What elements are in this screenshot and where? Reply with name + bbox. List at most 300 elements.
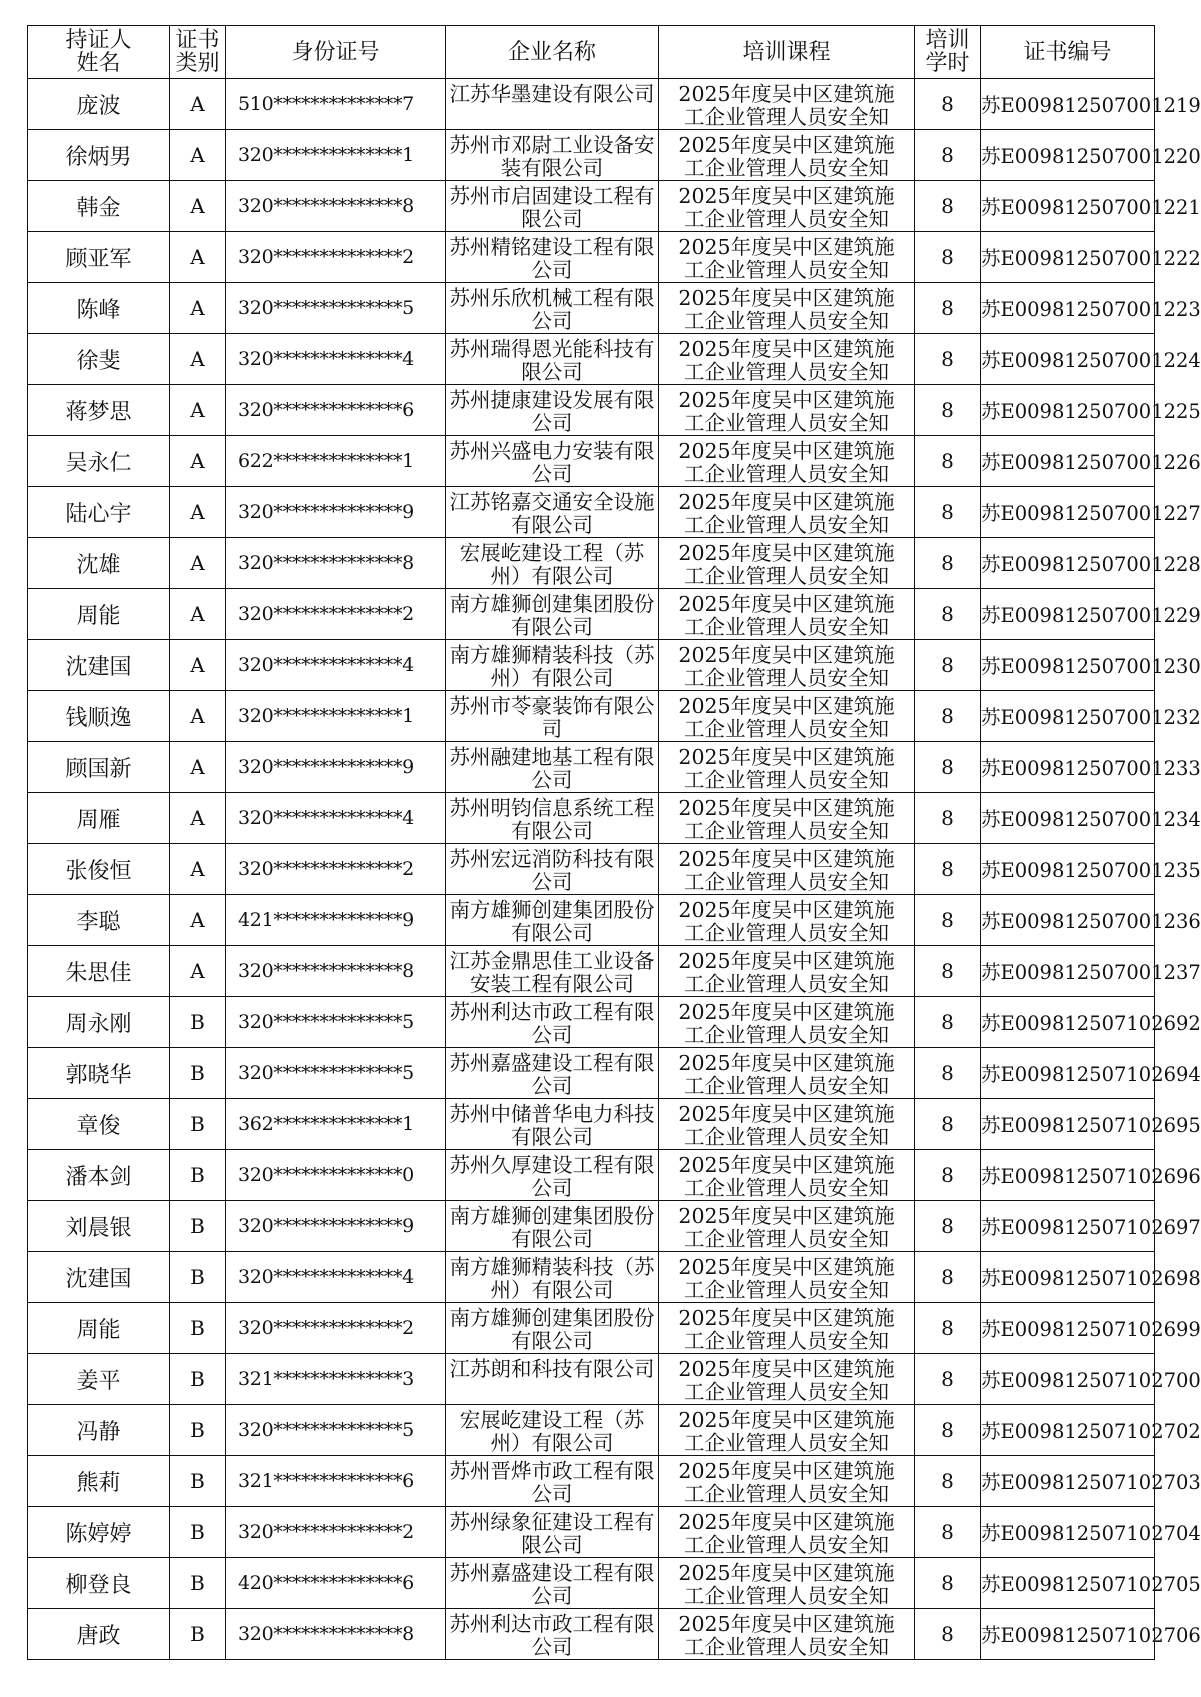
- category-cell: B: [170, 1507, 226, 1558]
- certificate-table: [27, 25, 1201, 1660]
- company-cell: [446, 181, 659, 232]
- cert-no-cell: 苏E009812507102699: [981, 1303, 1155, 1354]
- category-cell: B: [170, 1609, 226, 1660]
- category-cell: A: [170, 130, 226, 181]
- company-cell-text: 苏州市苓豪装饰有限公司: [449, 693, 655, 741]
- course-cell-text: 2025年度吴中区建筑施工企业管理人员安全知: [678, 642, 895, 690]
- id-number-cell: 320**************4: [226, 640, 446, 691]
- category-cell: B: [170, 1303, 226, 1354]
- holder-name-cell: 沈雄: [28, 538, 170, 589]
- category-cell: B: [170, 1354, 226, 1405]
- id-number-cell: 320**************2: [226, 232, 446, 283]
- id-number-cell: 320**************1: [226, 130, 446, 181]
- course-cell-text: 2025年度吴中区建筑施工企业管理人员安全知: [678, 1203, 895, 1251]
- table-row: [28, 487, 1155, 538]
- hours-cell: 8: [915, 844, 981, 895]
- hours-cell: 8: [915, 742, 981, 793]
- course-cell-text: 2025年度吴中区建筑施工企业管理人员安全知: [678, 285, 895, 333]
- cert-no-cell: 苏E009812507001235: [981, 844, 1155, 895]
- category-cell: A: [170, 895, 226, 946]
- company-cell: [446, 997, 659, 1048]
- id-number-cell: 320**************6: [226, 385, 446, 436]
- table-row: [28, 436, 1155, 487]
- hours-cell: 8: [915, 1303, 981, 1354]
- cert-no-cell: 苏E009812507001232: [981, 691, 1155, 742]
- table-row: [28, 1354, 1155, 1405]
- course-cell: [659, 1303, 915, 1354]
- category-cell: A: [170, 589, 226, 640]
- category-cell: A: [170, 385, 226, 436]
- table-row: [28, 1405, 1155, 1456]
- hours-cell: 8: [915, 589, 981, 640]
- id-number-cell: 320**************5: [226, 1405, 446, 1456]
- header-holder-name: 持证人 姓名: [28, 26, 170, 79]
- category-cell: A: [170, 742, 226, 793]
- table-row: [28, 1507, 1155, 1558]
- hours-cell: 8: [915, 1609, 981, 1660]
- table-row: [28, 589, 1155, 640]
- cert-no-cell: 苏E009812507001223: [981, 283, 1155, 334]
- cert-no-cell: 苏E009812507102706: [981, 1609, 1155, 1660]
- id-number-cell: 321**************6: [226, 1456, 446, 1507]
- course-cell-text: 2025年度吴中区建筑施工企业管理人员安全知: [678, 795, 895, 843]
- table-row: [28, 1303, 1155, 1354]
- table-row: [28, 895, 1155, 946]
- cert-no-cell: 苏E009812507001229: [981, 589, 1155, 640]
- id-number-cell: 320**************4: [226, 1252, 446, 1303]
- course-cell: [659, 640, 915, 691]
- company-cell-text: 南方雄狮创建集团股份有限公司: [449, 1305, 655, 1353]
- category-cell: B: [170, 1150, 226, 1201]
- category-cell: A: [170, 640, 226, 691]
- category-cell: A: [170, 487, 226, 538]
- course-cell-text: 2025年度吴中区建筑施工企业管理人员安全知: [678, 693, 895, 741]
- category-cell: A: [170, 691, 226, 742]
- course-cell-text: 2025年度吴中区建筑施工企业管理人员安全知: [678, 234, 895, 282]
- company-cell-text: 南方雄狮精装科技（苏州）有限公司: [449, 1254, 655, 1302]
- course-cell-text: 2025年度吴中区建筑施工企业管理人员安全知: [678, 336, 895, 384]
- company-cell-text: 南方雄狮创建集团股份有限公司: [449, 897, 655, 945]
- hours-cell: 8: [915, 283, 981, 334]
- company-cell: [446, 1099, 659, 1150]
- cert-no-cell: 苏E009812507001233: [981, 742, 1155, 793]
- id-number-cell: 320**************8: [226, 946, 446, 997]
- course-cell: [659, 487, 915, 538]
- id-number-cell: 320**************4: [226, 793, 446, 844]
- course-cell: [659, 181, 915, 232]
- course-cell: [659, 1252, 915, 1303]
- holder-name-cell: 郭晓华: [28, 1048, 170, 1099]
- cert-no-cell: 苏E009812507001230: [981, 640, 1155, 691]
- category-cell: A: [170, 436, 226, 487]
- cert-no-cell: 苏E009812507102703: [981, 1456, 1155, 1507]
- course-cell: [659, 232, 915, 283]
- company-cell-text: 苏州利达市政工程有限公司: [449, 1611, 655, 1659]
- category-cell: A: [170, 538, 226, 589]
- table-row: [28, 793, 1155, 844]
- hours-cell: 8: [915, 1405, 981, 1456]
- company-cell: [446, 487, 659, 538]
- course-cell-text: 2025年度吴中区建筑施工企业管理人员安全知: [678, 1254, 895, 1302]
- company-cell: [446, 334, 659, 385]
- cert-no-cell: 苏E009812507102705: [981, 1558, 1155, 1609]
- course-cell-text: 2025年度吴中区建筑施工企业管理人员安全知: [678, 846, 895, 894]
- id-number-cell: 320**************5: [226, 283, 446, 334]
- id-number-cell: 320**************1: [226, 691, 446, 742]
- course-cell: [659, 1456, 915, 1507]
- company-cell: [446, 232, 659, 283]
- company-cell: [446, 385, 659, 436]
- table-row: [28, 1048, 1155, 1099]
- holder-name-cell: 韩金: [28, 181, 170, 232]
- table-row: [28, 844, 1155, 895]
- course-cell-text: 2025年度吴中区建筑施工企业管理人员安全知: [678, 81, 895, 129]
- holder-name-cell: 周雁: [28, 793, 170, 844]
- hours-cell: 8: [915, 1201, 981, 1252]
- course-cell-text: 2025年度吴中区建筑施工企业管理人员安全知: [678, 438, 895, 486]
- holder-name-cell: 徐斐: [28, 334, 170, 385]
- course-cell: [659, 1201, 915, 1252]
- company-cell: [446, 283, 659, 334]
- cert-no-cell: 苏E009812507102696: [981, 1150, 1155, 1201]
- table-row: [28, 1609, 1155, 1660]
- header-id-number: 身份证号: [226, 26, 446, 79]
- category-cell: B: [170, 1405, 226, 1456]
- course-cell-text: 2025年度吴中区建筑施工企业管理人员安全知: [678, 1611, 895, 1659]
- holder-name-cell: 潘本剑: [28, 1150, 170, 1201]
- company-cell-text: 苏州嘉盛建设工程有限公司: [449, 1560, 655, 1608]
- id-number-cell: 420**************6: [226, 1558, 446, 1609]
- hours-cell: 8: [915, 640, 981, 691]
- holder-name-cell: 顾国新: [28, 742, 170, 793]
- course-cell: [659, 538, 915, 589]
- id-number-cell: 320**************5: [226, 1048, 446, 1099]
- course-cell: [659, 742, 915, 793]
- course-cell: [659, 997, 915, 1048]
- cert-no-cell: 苏E009812507001228: [981, 538, 1155, 589]
- company-cell: [446, 793, 659, 844]
- course-cell-text: 2025年度吴中区建筑施工企业管理人员安全知: [678, 999, 895, 1047]
- holder-name-cell: 姜平: [28, 1354, 170, 1405]
- course-cell-text: 2025年度吴中区建筑施工企业管理人员安全知: [678, 744, 895, 792]
- company-cell: [446, 1456, 659, 1507]
- company-cell: [446, 1354, 659, 1405]
- id-number-cell: 321**************3: [226, 1354, 446, 1405]
- id-number-cell: 320**************9: [226, 742, 446, 793]
- course-cell-text: 2025年度吴中区建筑施工企业管理人员安全知: [678, 387, 895, 435]
- holder-name-cell: 张俊恒: [28, 844, 170, 895]
- course-cell-text: 2025年度吴中区建筑施工企业管理人员安全知: [678, 183, 895, 231]
- cert-no-cell: 苏E009812507102692: [981, 997, 1155, 1048]
- company-cell: [446, 640, 659, 691]
- course-cell: [659, 436, 915, 487]
- holder-name-cell: 朱思佳: [28, 946, 170, 997]
- table-row: [28, 1201, 1155, 1252]
- holder-name-cell: 李聪: [28, 895, 170, 946]
- holder-name-cell: 柳登良: [28, 1558, 170, 1609]
- header-company: 企业名称: [446, 26, 659, 79]
- company-cell: [446, 895, 659, 946]
- header-course: 培训课程: [659, 26, 915, 79]
- table-row: [28, 79, 1155, 130]
- course-cell: [659, 589, 915, 640]
- holder-name-cell: 庞波: [28, 79, 170, 130]
- table-row: [28, 1150, 1155, 1201]
- table-row: [28, 1099, 1155, 1150]
- company-cell-text: 宏展屹建设工程（苏州）有限公司: [459, 540, 645, 588]
- id-number-cell: 320**************4: [226, 334, 446, 385]
- category-cell: A: [170, 844, 226, 895]
- id-number-cell: 320**************2: [226, 589, 446, 640]
- header-row: [28, 26, 1155, 79]
- course-cell-text: 2025年度吴中区建筑施工企业管理人员安全知: [678, 1458, 895, 1506]
- course-cell-text: 2025年度吴中区建筑施工企业管理人员安全知: [678, 1356, 895, 1404]
- holder-name-cell: 沈建国: [28, 1252, 170, 1303]
- hours-cell: 8: [915, 1354, 981, 1405]
- category-cell: B: [170, 1252, 226, 1303]
- table-row: [28, 1456, 1155, 1507]
- table-row: [28, 130, 1155, 181]
- holder-name-cell: 周能: [28, 589, 170, 640]
- course-cell-text: 2025年度吴中区建筑施工企业管理人员安全知: [678, 1101, 895, 1149]
- id-number-cell: 320**************2: [226, 1303, 446, 1354]
- hours-cell: 8: [915, 691, 981, 742]
- company-cell-text: 苏州瑞得恩光能科技有限公司: [449, 336, 655, 384]
- table-row: [28, 742, 1155, 793]
- cert-no-cell: 苏E009812507001220: [981, 130, 1155, 181]
- cert-no-cell: 苏E009812507001221: [981, 181, 1155, 232]
- holder-name-cell: 蒋梦思: [28, 385, 170, 436]
- header-cert-no: 证书编号: [981, 26, 1155, 79]
- cert-no-cell: 苏E009812507102694: [981, 1048, 1155, 1099]
- holder-name-cell: 陈峰: [28, 283, 170, 334]
- company-cell: [446, 1048, 659, 1099]
- company-cell-text: 苏州中储普华电力科技有限公司: [449, 1101, 655, 1149]
- table-row: [28, 691, 1155, 742]
- company-cell: [446, 691, 659, 742]
- course-cell-text: 2025年度吴中区建筑施工企业管理人员安全知: [678, 1152, 895, 1200]
- company-cell-text: 苏州宏远消防科技有限公司: [449, 846, 655, 894]
- category-cell: A: [170, 946, 226, 997]
- course-cell-text: 2025年度吴中区建筑施工企业管理人员安全知: [678, 540, 895, 588]
- table-row: [28, 385, 1155, 436]
- cert-no-cell: 苏E009812507001224: [981, 334, 1155, 385]
- course-cell: [659, 1405, 915, 1456]
- category-cell: A: [170, 79, 226, 130]
- id-number-cell: 320**************9: [226, 1201, 446, 1252]
- category-cell: B: [170, 1048, 226, 1099]
- hours-cell: 8: [915, 946, 981, 997]
- course-cell: [659, 283, 915, 334]
- hours-cell: 8: [915, 538, 981, 589]
- course-cell: [659, 1609, 915, 1660]
- holder-name-cell: 陆心宇: [28, 487, 170, 538]
- table-row: [28, 997, 1155, 1048]
- hours-cell: 8: [915, 232, 981, 283]
- hours-cell: 8: [915, 1252, 981, 1303]
- id-number-cell: 510**************7: [226, 79, 446, 130]
- hours-cell: 8: [915, 1507, 981, 1558]
- hours-cell: 8: [915, 385, 981, 436]
- company-cell-text: 南方雄狮精装科技（苏州）有限公司: [449, 642, 655, 690]
- hours-cell: 8: [915, 130, 981, 181]
- table-row: [28, 181, 1155, 232]
- company-cell-text: 苏州市启固建设工程有限公司: [449, 183, 655, 231]
- company-cell-text: 苏州兴盛电力安装有限公司: [449, 438, 655, 486]
- company-cell-text: 苏州绿象征建设工程有限公司: [449, 1509, 655, 1557]
- table-row: [28, 640, 1155, 691]
- category-cell: A: [170, 181, 226, 232]
- id-number-cell: 421**************9: [226, 895, 446, 946]
- table-row: [28, 334, 1155, 385]
- course-cell-text: 2025年度吴中区建筑施工企业管理人员安全知: [678, 897, 895, 945]
- holder-name-cell: 顾亚军: [28, 232, 170, 283]
- table-row: [28, 1558, 1155, 1609]
- cert-no-cell: 苏E009812507102698: [981, 1252, 1155, 1303]
- hours-cell: 8: [915, 997, 981, 1048]
- course-cell: [659, 385, 915, 436]
- holder-name-cell: 刘晨银: [28, 1201, 170, 1252]
- company-cell: [446, 538, 659, 589]
- category-cell: A: [170, 793, 226, 844]
- course-cell: [659, 895, 915, 946]
- company-cell-text: 苏州市邓尉工业设备安装有限公司: [449, 132, 655, 180]
- holder-name-cell: 章俊: [28, 1099, 170, 1150]
- course-cell: [659, 946, 915, 997]
- company-cell-text: 江苏铭嘉交通安全设施有限公司: [449, 489, 655, 537]
- cert-no-cell: 苏E009812507102697: [981, 1201, 1155, 1252]
- course-cell-text: 2025年度吴中区建筑施工企业管理人员安全知: [678, 591, 895, 639]
- company-cell-text: 苏州精铭建设工程有限公司: [449, 234, 655, 282]
- holder-name-cell: 冯静: [28, 1405, 170, 1456]
- company-cell: [446, 742, 659, 793]
- cert-no-cell: 苏E009812507102702: [981, 1405, 1155, 1456]
- cert-no-cell: 苏E009812507102700: [981, 1354, 1155, 1405]
- category-cell: A: [170, 334, 226, 385]
- id-number-cell: 320**************8: [226, 181, 446, 232]
- table-row: [28, 232, 1155, 283]
- id-number-cell: 362**************1: [226, 1099, 446, 1150]
- holder-name-cell: 唐政: [28, 1609, 170, 1660]
- course-cell: [659, 1558, 915, 1609]
- course-cell: [659, 79, 915, 130]
- company-cell: [446, 1303, 659, 1354]
- id-number-cell: 320**************5: [226, 997, 446, 1048]
- company-cell-text: 苏州嘉盛建设工程有限公司: [449, 1050, 655, 1098]
- company-cell-text: 江苏金鼎思佳工业设备安装工程有限公司: [449, 948, 655, 996]
- holder-name-cell: 钱顺逸: [28, 691, 170, 742]
- company-cell-text: 苏州明钧信息系统工程有限公司: [449, 795, 655, 843]
- id-number-cell: 320**************2: [226, 1507, 446, 1558]
- hours-cell: 8: [915, 1558, 981, 1609]
- hours-cell: 8: [915, 1150, 981, 1201]
- hours-cell: 8: [915, 436, 981, 487]
- company-cell: [446, 436, 659, 487]
- cert-no-cell: 苏E009812507001234: [981, 793, 1155, 844]
- course-cell-text: 2025年度吴中区建筑施工企业管理人员安全知: [678, 1560, 895, 1608]
- course-cell-text: 2025年度吴中区建筑施工企业管理人员安全知: [678, 132, 895, 180]
- company-cell: [446, 1201, 659, 1252]
- company-cell-text: 苏州利达市政工程有限公司: [449, 999, 655, 1047]
- id-number-cell: 622**************1: [226, 436, 446, 487]
- table-row: [28, 946, 1155, 997]
- id-number-cell: 320**************8: [226, 538, 446, 589]
- hours-cell: 8: [915, 181, 981, 232]
- company-cell-text: 苏州捷康建设发展有限公司: [449, 387, 655, 435]
- cert-no-cell: 苏E009812507001237: [981, 946, 1155, 997]
- hours-cell: 8: [915, 1456, 981, 1507]
- category-cell: B: [170, 1558, 226, 1609]
- company-cell: [446, 79, 659, 130]
- hours-cell: 8: [915, 487, 981, 538]
- course-cell: [659, 334, 915, 385]
- header-category: 证书 类别: [170, 26, 226, 79]
- holder-name-cell: 熊莉: [28, 1456, 170, 1507]
- course-cell: [659, 793, 915, 844]
- course-cell-text: 2025年度吴中区建筑施工企业管理人员安全知: [678, 489, 895, 537]
- company-cell-text: 江苏华墨建设有限公司: [449, 81, 655, 106]
- hours-cell: 8: [915, 334, 981, 385]
- hours-cell: 8: [915, 79, 981, 130]
- cert-no-cell: 苏E009812507001222: [981, 232, 1155, 283]
- company-cell: [446, 844, 659, 895]
- course-cell: [659, 691, 915, 742]
- course-cell-text: 2025年度吴中区建筑施工企业管理人员安全知: [678, 948, 895, 996]
- table-row: [28, 283, 1155, 334]
- table-row: [28, 538, 1155, 589]
- cert-no-cell: 苏E009812507001225: [981, 385, 1155, 436]
- hours-cell: 8: [915, 1048, 981, 1099]
- company-cell-text: 宏展屹建设工程（苏州）有限公司: [459, 1407, 645, 1455]
- holder-name-cell: 吴永仁: [28, 436, 170, 487]
- holder-name-cell: 徐炳男: [28, 130, 170, 181]
- id-number-cell: 320**************8: [226, 1609, 446, 1660]
- category-cell: B: [170, 1201, 226, 1252]
- course-cell: [659, 1507, 915, 1558]
- course-cell: [659, 844, 915, 895]
- holder-name-cell: 周能: [28, 1303, 170, 1354]
- company-cell-text: 苏州晋烨市政工程有限公司: [449, 1458, 655, 1506]
- table-body: [28, 79, 1201, 1660]
- id-number-cell: 320**************2: [226, 844, 446, 895]
- holder-name-cell: 周永刚: [28, 997, 170, 1048]
- company-cell: [446, 1507, 659, 1558]
- holder-name-cell: 沈建国: [28, 640, 170, 691]
- hours-cell: 8: [915, 895, 981, 946]
- course-cell-text: 2025年度吴中区建筑施工企业管理人员安全知: [678, 1305, 895, 1353]
- course-cell: [659, 1150, 915, 1201]
- id-number-cell: 320**************0: [226, 1150, 446, 1201]
- company-cell: [446, 589, 659, 640]
- company-cell: [446, 946, 659, 997]
- company-cell-text: 南方雄狮创建集团股份有限公司: [449, 1203, 655, 1251]
- cert-no-cell: 苏E009812507001226: [981, 436, 1155, 487]
- course-cell-text: 2025年度吴中区建筑施工企业管理人员安全知: [678, 1050, 895, 1098]
- course-cell: [659, 1099, 915, 1150]
- course-cell: [659, 1354, 915, 1405]
- holder-name-cell: 陈婷婷: [28, 1507, 170, 1558]
- table-row: [28, 1252, 1155, 1303]
- category-cell: B: [170, 997, 226, 1048]
- id-number-cell: 320**************9: [226, 487, 446, 538]
- cert-no-cell: 苏E009812507102695: [981, 1099, 1155, 1150]
- company-cell-text: 苏州乐欣机械工程有限公司: [449, 285, 655, 333]
- hours-cell: 8: [915, 1099, 981, 1150]
- hours-cell: 8: [915, 793, 981, 844]
- company-cell: [446, 1252, 659, 1303]
- category-cell: B: [170, 1456, 226, 1507]
- cert-no-cell: 苏E009812507001227: [981, 487, 1155, 538]
